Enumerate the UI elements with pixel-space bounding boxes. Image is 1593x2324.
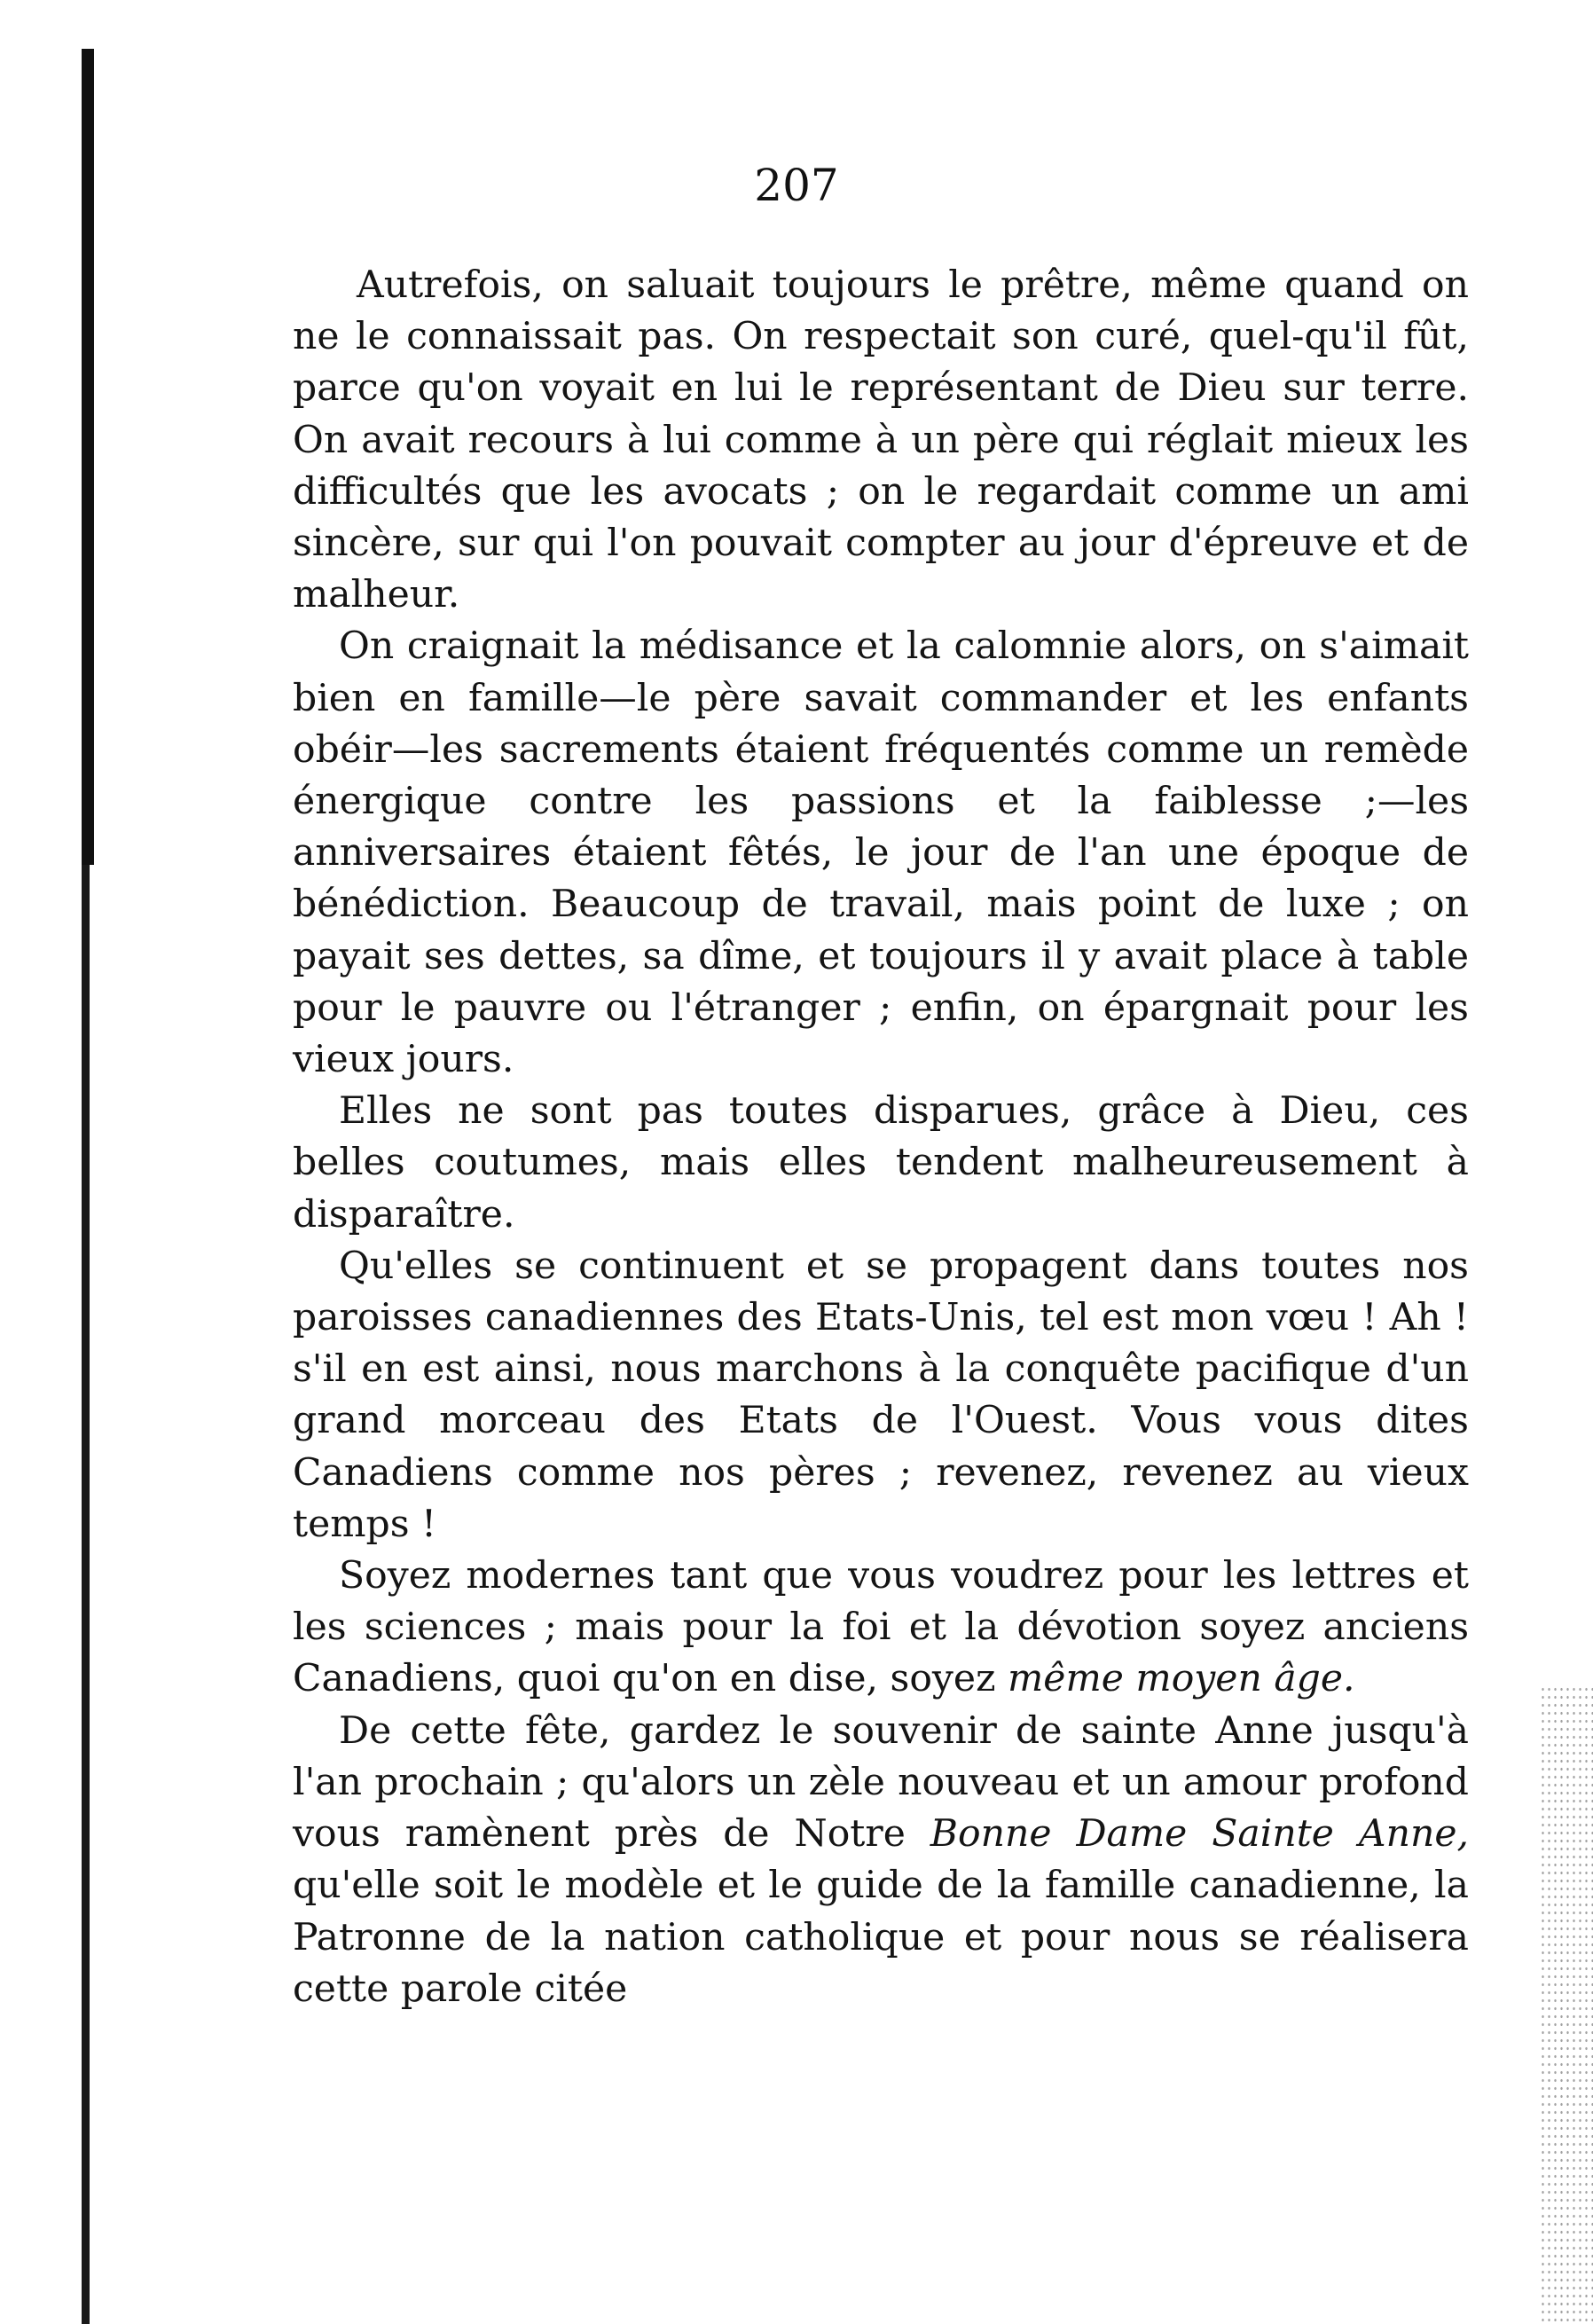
paragraph	[293, 621, 1469, 1086]
binding-shadow-line-lower	[82, 865, 90, 2324]
paragraph	[293, 1241, 1469, 1551]
scan-edge-speckle	[1540, 1685, 1593, 2324]
paragraph	[293, 260, 1469, 621]
text-segment: On craignait la médisance et la calomnie alors, on s'aimait bien en famille—le père savait commander et les enfants obéir—les sacrements étaient fréquentés comme un remède énergique contre les passions et la faiblesse ;—les anniversaires étaient fêtés, le jour de l'an une époque de bénédiction. Beaucoup de travail, mais point de luxe ; on payait ses dettes, sa dîme, et toujours il y avait place à table pour le pauvre ou l'étranger ; enfin, on épargnait pour les vieux jours.	[293, 624, 1469, 1082]
text-segment: De cette fête, gardez le souvenir de sainte Anne jusqu'à l'an prochain ; qu'alors un zèle nouveau et un amour profond vous ramènent près de Notre	[293, 1708, 1469, 1857]
italic-text-segment: même moyen âge.	[1008, 1657, 1355, 1701]
text-segment: Qu'elles se continuent et se propagent dans toutes nos paroisses canadiennes des Etats-Unis, tel est mon vœu ! Ah ! s'il en est ainsi, nous marchons à la conquête pacifique d'un grand morceau des Etats de l'Ouest. Vous vous dites Canadiens comme nos pères ; revenez, revenez au vieux temps !	[293, 1244, 1469, 1546]
body-text	[293, 260, 1469, 2015]
page-number: 207	[754, 160, 839, 211]
paragraph	[293, 1706, 1469, 2015]
text-segment: Elles ne sont pas toutes disparues, grâce à Dieu, ces belles coutumes, mais elles tendent malheureusement à disparaître.	[293, 1089, 1469, 1237]
paragraph	[293, 1086, 1469, 1241]
text-segment: qu'elle soit le modèle et le guide de la famille canadienne, la Patronne de la nation catholique et pour nous se réalisera cette parole citée	[293, 1864, 1469, 2011]
text-segment: Autrefois, on saluait toujours le prêtre, même quand on ne le connaissait pas. On respectait son curé, quel-qu'il fût, parce qu'on voyait en lui le représentant de Dieu sur terre. On avait recours à lui comme à un père qui réglait mieux les difficultés que les avocats ; on le regardait comme un ami sincère, sur qui l'on pouvait compter au jour d'épreuve et de malheur.	[293, 263, 1469, 617]
italic-text-segment: Bonne Dame Sainte Anne,	[930, 1812, 1469, 1857]
text-segment: Soyez modernes tant que vous voudrez pour les lettres et les sciences ; mais pour la foi et la dévotion soyez anciens Canadiens, quoi qu'on en dise, soyez	[293, 1554, 1469, 1701]
paragraph	[293, 1551, 1469, 1706]
